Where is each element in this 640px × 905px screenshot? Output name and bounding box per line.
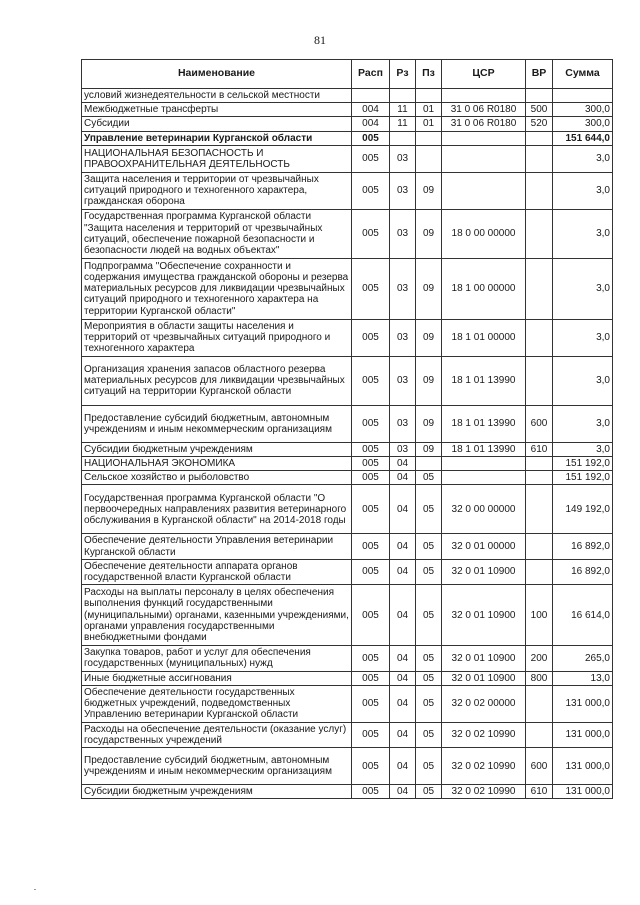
cell-rasp: 005 xyxy=(352,534,390,559)
cell-rasp: 005 xyxy=(352,471,390,485)
cell-pz: 05 xyxy=(416,485,442,534)
cell-rz: 04 xyxy=(390,685,416,722)
cell-rz: 04 xyxy=(390,785,416,799)
cell-vr xyxy=(526,172,553,209)
cell-name: Межбюджетные трансферты xyxy=(82,103,352,117)
cell-rz: 11 xyxy=(390,117,416,131)
cell-rasp: 005 xyxy=(352,131,390,145)
cell-rasp: 005 xyxy=(352,442,390,456)
cell-rasp: 005 xyxy=(352,722,390,747)
cell-sum: 3,0 xyxy=(553,442,613,456)
cell-rz: 04 xyxy=(390,671,416,685)
column-header-rasp: Расп xyxy=(352,60,390,89)
cell-csr: 31 0 06 R0180 xyxy=(442,117,526,131)
cell-vr: 520 xyxy=(526,117,553,131)
cell-sum: 265,0 xyxy=(553,646,613,671)
cell-csr xyxy=(442,131,526,145)
cell-rasp xyxy=(352,89,390,103)
cell-csr: 32 0 01 00000 xyxy=(442,534,526,559)
cell-rz: 04 xyxy=(390,646,416,671)
cell-name: Закупка товаров, работ и услуг для обеспечения государственных (муниципальных) нужд xyxy=(82,646,352,671)
cell-vr xyxy=(526,559,553,584)
table-row xyxy=(82,405,613,442)
cell-rz: 03 xyxy=(390,319,416,356)
cell-name: условий жизнедеятельности в сельской местности xyxy=(82,89,352,103)
table-row xyxy=(82,319,613,356)
cell-rz: 04 xyxy=(390,748,416,785)
table-body xyxy=(82,89,613,799)
cell-rz: 04 xyxy=(390,485,416,534)
cell-name: Предоставление субсидий бюджетным, автономным учреждениям и иным некоммерческим организациям xyxy=(82,405,352,442)
cell-csr xyxy=(442,145,526,172)
cell-pz: 09 xyxy=(416,356,442,405)
cell-sum: 131 000,0 xyxy=(553,785,613,799)
cell-sum: 3,0 xyxy=(553,319,613,356)
cell-rasp: 004 xyxy=(352,103,390,117)
cell-vr: 610 xyxy=(526,785,553,799)
table-row xyxy=(82,722,613,747)
cell-sum: 16 892,0 xyxy=(553,534,613,559)
cell-sum: 3,0 xyxy=(553,356,613,405)
table-row xyxy=(82,89,613,103)
cell-name: НАЦИОНАЛЬНАЯ БЕЗОПАСНОСТЬ И ПРАВООХРАНИТЕЛЬНАЯ ДЕЯТЕЛЬНОСТЬ xyxy=(82,145,352,172)
cell-pz: 05 xyxy=(416,534,442,559)
cell-rz xyxy=(390,89,416,103)
cell-pz: 09 xyxy=(416,319,442,356)
table-row xyxy=(82,559,613,584)
cell-rz: 11 xyxy=(390,103,416,117)
cell-sum: 151 644,0 xyxy=(553,131,613,145)
cell-pz: 01 xyxy=(416,117,442,131)
table-row xyxy=(82,471,613,485)
cell-vr xyxy=(526,209,553,258)
cell-sum: 16 614,0 xyxy=(553,585,613,646)
cell-name: Расходы на обеспечение деятельности (оказание услуг) государственных учреждений xyxy=(82,722,352,747)
cell-vr xyxy=(526,319,553,356)
cell-pz: 01 xyxy=(416,103,442,117)
cell-pz xyxy=(416,131,442,145)
cell-vr: 610 xyxy=(526,442,553,456)
table-row xyxy=(82,103,613,117)
cell-sum: 3,0 xyxy=(553,405,613,442)
cell-csr xyxy=(442,89,526,103)
cell-pz: 05 xyxy=(416,722,442,747)
cell-pz: 09 xyxy=(416,172,442,209)
cell-name: Государственная программа Курганской области "О первоочередных направлениях развития ветеринарного обслуживания в Курганской области" на 2014-2018 годы xyxy=(82,485,352,534)
column-header-pz: Пз xyxy=(416,60,442,89)
cell-sum: 3,0 xyxy=(553,145,613,172)
cell-rasp: 005 xyxy=(352,319,390,356)
cell-sum: 3,0 xyxy=(553,209,613,258)
cell-sum: 151 192,0 xyxy=(553,457,613,471)
cell-pz: 05 xyxy=(416,671,442,685)
cell-sum: 3,0 xyxy=(553,172,613,209)
table-row xyxy=(82,585,613,646)
cell-name: Иные бюджетные ассигнования xyxy=(82,671,352,685)
cell-pz: 05 xyxy=(416,685,442,722)
column-header-vr: ВР xyxy=(526,60,553,89)
cell-csr: 32 0 02 10990 xyxy=(442,785,526,799)
table-row xyxy=(82,442,613,456)
cell-name: Государственная программа Курганской области "Защита населения и территорий от чрезвычайных ситуаций, обеспечение пожарной безопасности и безопасности людей на водных объектах" xyxy=(82,209,352,258)
cell-rasp: 005 xyxy=(352,748,390,785)
cell-csr: 18 1 01 13990 xyxy=(442,405,526,442)
column-header-name: Наименование xyxy=(82,60,352,89)
cell-csr: 18 1 00 00000 xyxy=(442,258,526,319)
cell-csr xyxy=(442,172,526,209)
cell-name: Обеспечение деятельности Управления ветеринарии Курганской области xyxy=(82,534,352,559)
cell-rasp: 005 xyxy=(352,685,390,722)
cell-sum: 131 000,0 xyxy=(553,722,613,747)
cell-rasp: 005 xyxy=(352,405,390,442)
table-row xyxy=(82,145,613,172)
cell-sum: 3,0 xyxy=(553,258,613,319)
cell-vr xyxy=(526,534,553,559)
cell-csr: 31 0 06 R0180 xyxy=(442,103,526,117)
cell-rz: 03 xyxy=(390,209,416,258)
column-header-sum: Сумма xyxy=(553,60,613,89)
cell-rasp: 005 xyxy=(352,145,390,172)
cell-csr: 18 0 00 00000 xyxy=(442,209,526,258)
cell-rz: 04 xyxy=(390,585,416,646)
column-header-csr: ЦСР xyxy=(442,60,526,89)
cell-rasp: 005 xyxy=(352,258,390,319)
cell-sum xyxy=(553,89,613,103)
cell-rasp: 005 xyxy=(352,585,390,646)
cell-sum: 13,0 xyxy=(553,671,613,685)
cell-name: Предоставление субсидий бюджетным, автономным учреждениям и иным некоммерческим организациям xyxy=(82,748,352,785)
cell-vr xyxy=(526,722,553,747)
cell-name: Защита населения и территории от чрезвычайных ситуаций природного и техногенного характера, гражданская оборона xyxy=(82,172,352,209)
cell-csr: 32 0 01 10900 xyxy=(442,585,526,646)
cell-rasp: 005 xyxy=(352,646,390,671)
cell-vr xyxy=(526,258,553,319)
budget-table xyxy=(81,59,613,799)
cell-rz: 03 xyxy=(390,356,416,405)
cell-rz xyxy=(390,131,416,145)
cell-rz: 04 xyxy=(390,559,416,584)
cell-pz xyxy=(416,145,442,172)
cell-csr xyxy=(442,457,526,471)
table-row xyxy=(82,172,613,209)
table-header-row xyxy=(82,60,613,89)
cell-vr xyxy=(526,356,553,405)
cell-sum: 300,0 xyxy=(553,117,613,131)
cell-rasp: 005 xyxy=(352,671,390,685)
cell-pz: 05 xyxy=(416,559,442,584)
cell-rasp: 005 xyxy=(352,457,390,471)
cell-csr: 18 1 01 13990 xyxy=(442,442,526,456)
cell-rasp: 004 xyxy=(352,117,390,131)
cell-sum: 131 000,0 xyxy=(553,685,613,722)
cell-pz: 09 xyxy=(416,405,442,442)
cell-csr: 32 0 01 10900 xyxy=(442,671,526,685)
cell-name: Расходы на выплаты персоналу в целях обеспечения выполнения функций государственными (муниципальными) органами, казенными учреждениями, органами управления государственными внебюджетными фондами xyxy=(82,585,352,646)
cell-pz: 09 xyxy=(416,442,442,456)
cell-csr: 18 1 01 00000 xyxy=(442,319,526,356)
cell-vr xyxy=(526,89,553,103)
cell-name: Обеспечение деятельности аппарата органов государственной власти Курганской области xyxy=(82,559,352,584)
cell-rz: 03 xyxy=(390,442,416,456)
cell-pz: 05 xyxy=(416,748,442,785)
cell-vr xyxy=(526,131,553,145)
cell-sum: 16 892,0 xyxy=(553,559,613,584)
cell-rz: 03 xyxy=(390,145,416,172)
cell-sum: 131 000,0 xyxy=(553,748,613,785)
table-row xyxy=(82,685,613,722)
cell-rasp: 005 xyxy=(352,485,390,534)
cell-rz: 04 xyxy=(390,471,416,485)
cell-csr: 32 0 02 10990 xyxy=(442,748,526,785)
table-row xyxy=(82,671,613,685)
cell-name: Подпрограмма "Обеспечение сохранности и содержания имущества гражданской обороны и резерва материальных ресурсов для ликвидации чрезвычайных ситуаций природного и техногенного характера на территории Курганской области" xyxy=(82,258,352,319)
cell-rz: 03 xyxy=(390,405,416,442)
table-row xyxy=(82,534,613,559)
cell-rasp: 005 xyxy=(352,172,390,209)
column-header-rz: Рз xyxy=(390,60,416,89)
cell-name: Управление ветеринарии Курганской области xyxy=(82,131,352,145)
cell-rasp: 005 xyxy=(352,559,390,584)
scan-mark xyxy=(34,889,36,890)
cell-vr: 600 xyxy=(526,748,553,785)
table-row xyxy=(82,485,613,534)
cell-vr xyxy=(526,457,553,471)
cell-pz: 09 xyxy=(416,209,442,258)
cell-csr: 32 0 00 00000 xyxy=(442,485,526,534)
cell-pz: 09 xyxy=(416,258,442,319)
table-row xyxy=(82,131,613,145)
table-row xyxy=(82,646,613,671)
cell-name: Организация хранения запасов областного резерва материальных ресурсов для ликвидации чрезвычайных ситуаций на территории Курганской области xyxy=(82,356,352,405)
table-row xyxy=(82,457,613,471)
table-row xyxy=(82,209,613,258)
page-number: 81 xyxy=(314,33,326,47)
cell-csr: 32 0 02 10990 xyxy=(442,722,526,747)
cell-vr xyxy=(526,485,553,534)
cell-rasp: 005 xyxy=(352,356,390,405)
cell-rz: 03 xyxy=(390,172,416,209)
cell-name: НАЦИОНАЛЬНАЯ ЭКОНОМИКА xyxy=(82,457,352,471)
cell-rasp: 005 xyxy=(352,209,390,258)
cell-pz: 05 xyxy=(416,785,442,799)
cell-pz: 05 xyxy=(416,585,442,646)
cell-vr: 500 xyxy=(526,103,553,117)
cell-vr: 200 xyxy=(526,646,553,671)
cell-rasp: 005 xyxy=(352,785,390,799)
cell-rz: 04 xyxy=(390,457,416,471)
cell-vr: 600 xyxy=(526,405,553,442)
cell-csr: 32 0 02 00000 xyxy=(442,685,526,722)
table-row xyxy=(82,258,613,319)
cell-name: Субсидии бюджетным учреждениям xyxy=(82,785,352,799)
cell-vr xyxy=(526,685,553,722)
table-row xyxy=(82,785,613,799)
cell-sum: 151 192,0 xyxy=(553,471,613,485)
cell-rz: 04 xyxy=(390,534,416,559)
cell-vr xyxy=(526,471,553,485)
cell-csr: 18 1 01 13990 xyxy=(442,356,526,405)
cell-pz xyxy=(416,457,442,471)
cell-csr: 32 0 01 10900 xyxy=(442,646,526,671)
cell-pz: 05 xyxy=(416,471,442,485)
cell-name: Субсидии бюджетным учреждениям xyxy=(82,442,352,456)
table-row xyxy=(82,748,613,785)
cell-vr: 100 xyxy=(526,585,553,646)
cell-vr xyxy=(526,145,553,172)
cell-pz xyxy=(416,89,442,103)
cell-name: Обеспечение деятельности государственных бюджетных учреждений, подведомственных Управлению ветеринарии Курганской области xyxy=(82,685,352,722)
cell-name: Мероприятия в области защиты населения и территорий от чрезвычайных ситуаций природного и техногенного характера xyxy=(82,319,352,356)
cell-vr: 800 xyxy=(526,671,553,685)
cell-csr: 32 0 01 10900 xyxy=(442,559,526,584)
table-row xyxy=(82,117,613,131)
cell-sum: 149 192,0 xyxy=(553,485,613,534)
cell-name: Субсидии xyxy=(82,117,352,131)
cell-sum: 300,0 xyxy=(553,103,613,117)
cell-rz: 04 xyxy=(390,722,416,747)
cell-name: Сельское хозяйство и рыболовство xyxy=(82,471,352,485)
cell-pz: 05 xyxy=(416,646,442,671)
cell-csr xyxy=(442,471,526,485)
cell-rz: 03 xyxy=(390,258,416,319)
table-row xyxy=(82,356,613,405)
